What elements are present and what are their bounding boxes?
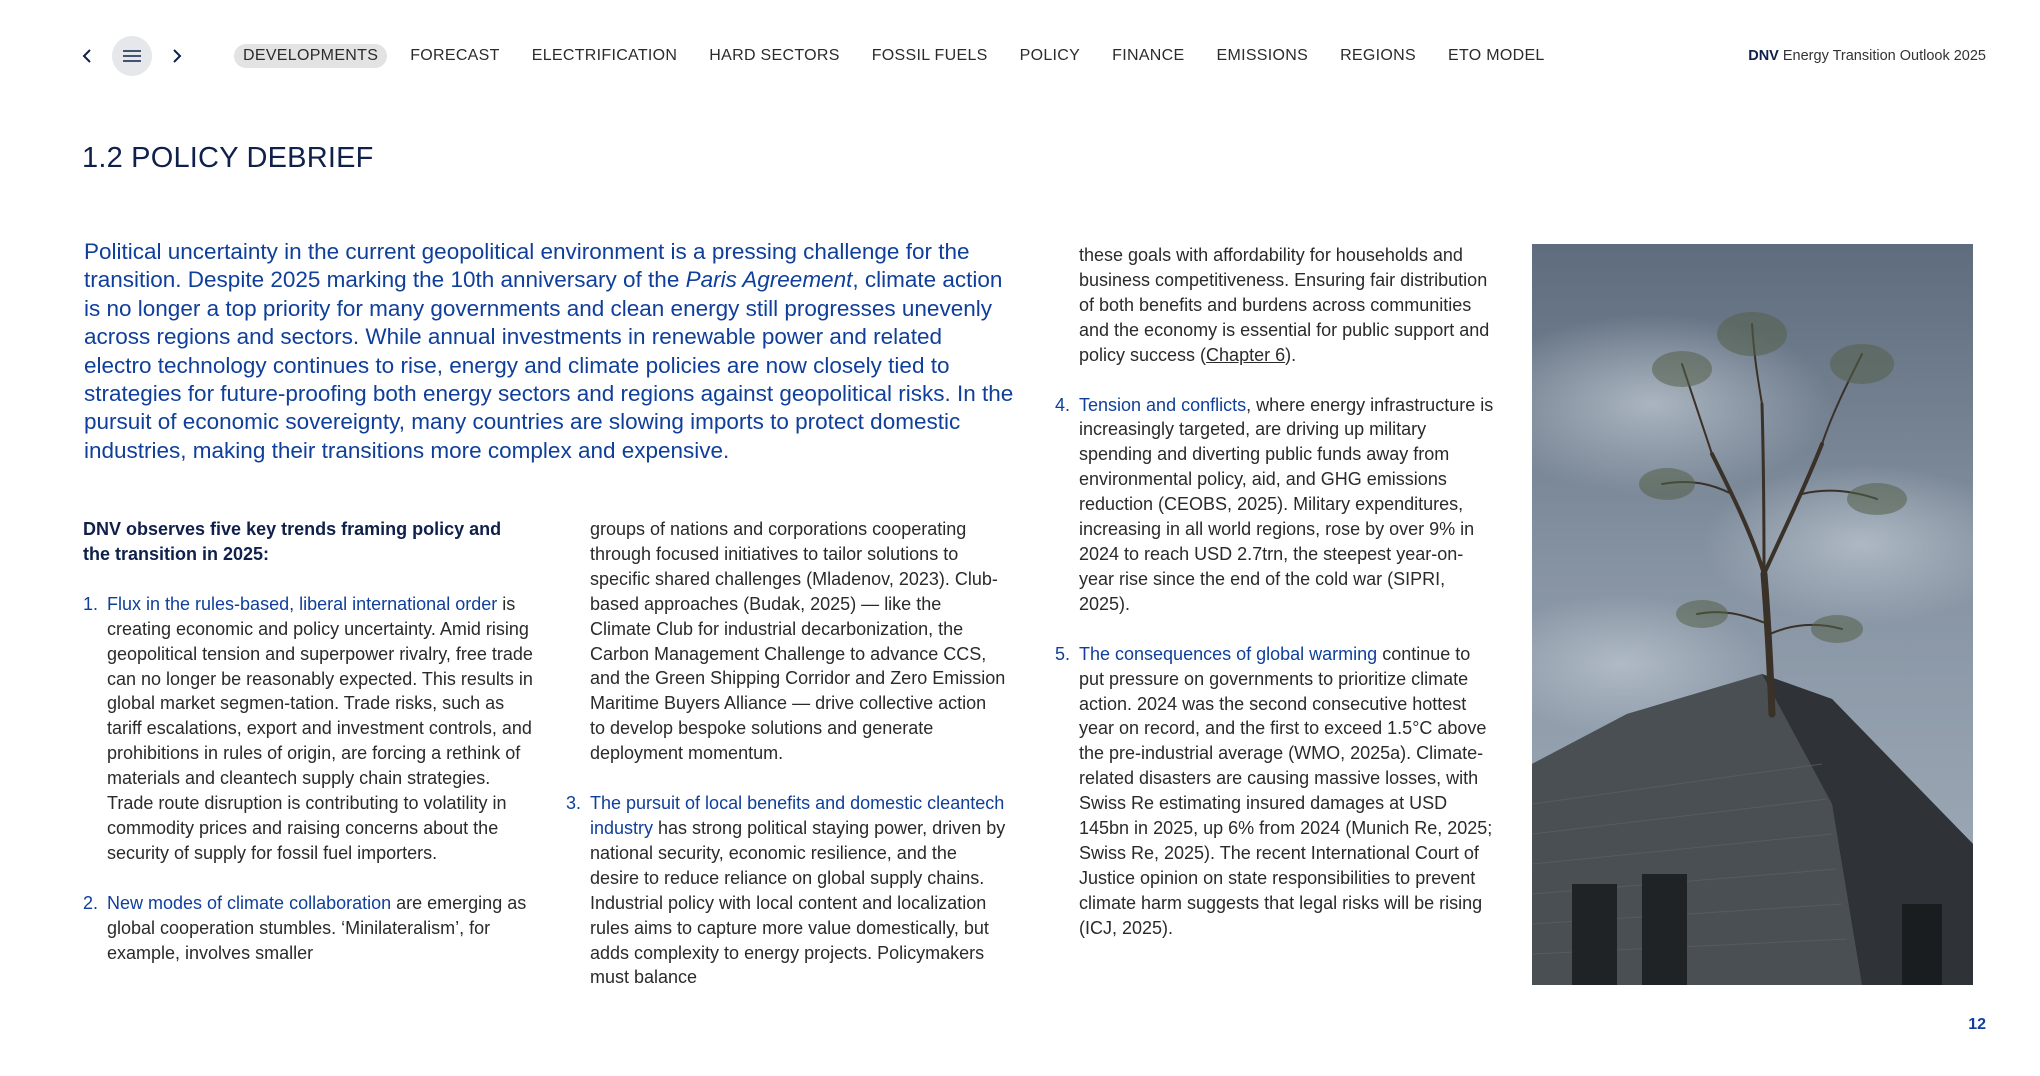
tab-emissions[interactable]: EMISSIONS (1216, 47, 1309, 64)
intro-text-2: , climate action is no longer a top priority for many governments and clean energy still progresses unevenly across regions and sectors. While annual investments in renewable power and related electro technology continues to rise, energy and climate policies are now closely tied to strategies for future-proofing both energy sectors and regions against geopolitical risks. In the pursuit of economic sovereignty, many countries are slowing imports to protect domestic industries, making their transitions more complex and expensive. (84, 267, 1014, 463)
page-title: 1.2 POLICY DEBRIEF (82, 142, 374, 174)
tab-regions[interactable]: REGIONS (1340, 47, 1416, 64)
tab-fossil-fuels[interactable]: FOSSIL FUELS (871, 47, 988, 64)
tab-policy[interactable]: POLICY (1019, 47, 1081, 64)
trend-number: 1. (83, 593, 99, 614)
trend-item-3-continued (1055, 243, 1495, 368)
chapter-6-link[interactable]: Chapter 6 (1206, 344, 1286, 365)
trend-title: The pursuit of local benefits and domestic cleantech industry (590, 793, 1005, 838)
photo-illustration (1532, 244, 1973, 985)
trend-item-2-continued: groups of nations and corporations cooperating through focused initiatives to tailor solutions to specific shared challenges (Mladenov, 2023). Club-based approaches (Budak, 2025) — like the Climate Club for industrial decarbonization, the Carbon Management Challenge to advance CCS, and the Green Shipping Corridor and Zero Emission Maritime Buyers Alliance — drive collective action to develop bespoke solutions and generate deployment momentum. (590, 519, 1006, 764)
brand-logo-text: DNV (1748, 48, 1779, 64)
nav-controls (76, 38, 188, 74)
chevron-left-icon[interactable] (76, 38, 98, 74)
trend-text: are emerging as global cooperation stumbles. ‘Minilateralism’, for example, involves smaller (107, 892, 527, 963)
text-column-2 (566, 517, 1006, 1015)
text-column-3 (1055, 243, 1495, 966)
tab-hard-sectors[interactable]: HARD SECTORS (709, 47, 840, 64)
trend-text: continue to put pressure on governments to prioritize climate action. 2024 was the second consecutive hottest year on record, and the first to exceed 1.5°C above the pre-industrial average (WMO, 2025a). Climate-related disasters are causing massive losses, with Swiss Re estimating insured damages at USD 145bn in 2025, up 6% from 2024 (Munich Re, 2025; Swiss Re, 2025). The recent International Court of Justice opinion on state responsibilities to prevent climate harm suggests that legal risks will be rising (ICJ, 2025). (1079, 643, 1493, 938)
trend-number: 3. (566, 793, 582, 814)
trend-item-1 (83, 592, 533, 866)
ruined-building-tree-photo (1532, 244, 1973, 985)
trends-lead: DNV observes five key trends framing policy and the transition in 2025: (83, 519, 502, 564)
tab-eto-model[interactable]: ETO MODEL (1447, 47, 1545, 64)
hamburger-menu-icon[interactable] (112, 36, 152, 76)
trend-number: 5. (1055, 643, 1071, 664)
trend-text: is creating economic and policy uncertainty. Amid rising geopolitical tension and superpower rivalry, free trade can no longer be reasonably expected. This results in global market segmen-tation. Trade risks, such as tariff escalations, export and investment controls, and prohibitions in rules of origin, are forcing a rethink of materials and cleantech supply chain strategies. Trade route disruption is contributing to volatility in commodity prices and raising concerns about the security of supply for fossil fuel importers. (107, 593, 533, 863)
trend-text: has strong political staying power, driven by national security, economic resilience, and the desire to reduce reliance on global supply chains. Industrial policy with local content and localization rules aims to capture more value domestically, but adds complexity to energy projects. Policymakers must balance (590, 817, 1006, 988)
brand-title: Energy Transition Outlook 2025 (1778, 48, 1986, 64)
trend-item-4 (1055, 393, 1495, 617)
trend-title: Flux in the rules-based, liberal international order (107, 593, 498, 614)
intro-paragraph (84, 238, 1014, 465)
chevron-right-icon[interactable] (166, 38, 188, 74)
tab-developments[interactable]: DEVELOPMENTS (234, 44, 387, 68)
text-column-1 (83, 517, 533, 991)
trend-title: New modes of climate collaboration (107, 892, 392, 913)
trend-item-5 (1055, 642, 1495, 941)
chapter-tabs (234, 44, 1568, 68)
tab-forecast[interactable]: FORECAST (410, 47, 500, 64)
page-number: 12 (1968, 1016, 1986, 1033)
tab-finance[interactable]: FINANCE (1112, 47, 1185, 64)
trend-number: 4. (1055, 394, 1071, 415)
trend-item-3 (566, 791, 1006, 990)
trend-title: The consequences of global warming (1079, 643, 1378, 664)
intro-text-1: Political uncertainty in the current geopolitical environment is a pressing challenge for the transition. Despite 2025 marking the 10th anniversary of the (84, 239, 970, 293)
top-navigation (0, 0, 2040, 115)
trend-number: 2. (83, 892, 99, 913)
tab-electrification[interactable]: ELECTRIFICATION (531, 47, 678, 64)
trend-item-2 (83, 891, 533, 966)
trend-title: Tension and conflicts (1079, 394, 1247, 415)
continued-text: these goals with affordability for households and business competitiveness. Ensuring fair distribution of both benefits and burdens across communities and the economy is essential for public support and policy success ( (1079, 245, 1490, 365)
intro-italic: Paris Agreement (685, 267, 853, 293)
trend-text: , where energy infrastructure is increasingly targeted, are driving up military spending and diverting public funds away from environmental policy, aid, and GHG emissions reduction (CEOBS, 2025). Military expenditures, increasing in all world regions, rose by over 9% in 2024 to reach USD 2.7trn, the steepest year-on-year rise since the end of the cold war (SIPRI, 2025). (1079, 394, 1494, 614)
continued-end: ). (1285, 344, 1297, 365)
publication-brand[interactable] (1748, 48, 1986, 64)
